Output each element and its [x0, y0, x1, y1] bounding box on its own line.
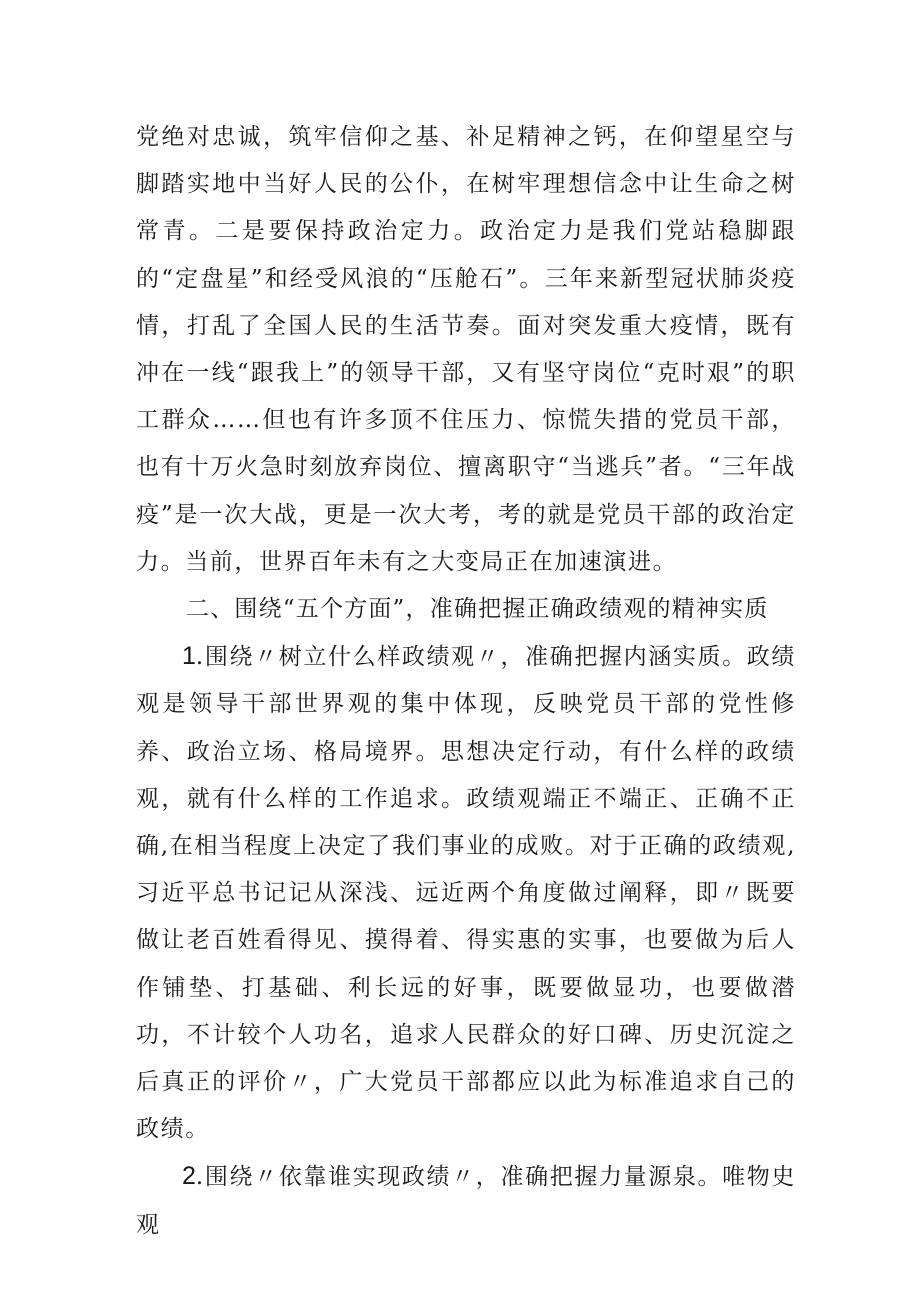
section-heading: 二、围绕“五个方面”，准确把握正确政绩观的精神实质 [186, 596, 769, 623]
paragraph-item-1 [136, 633, 796, 1153]
paragraph-item-2 [136, 1153, 796, 1248]
paragraph-continuation: 党绝对忠诚，筑牢信仰之基、补足精神之钙，在仰望星空与脚踏实地中当好人民的公仆，在树牢理想信念中让生命之树常青。二是要保持政治定力。政治定力是我们党站稳脚跟的“定盘星”和经受风浪的“压舱石”。三年来新型冠状肺炎疫情，打乱了全国人民的生活节奏。面对突发重大疫情，既有冲在一线“跟我上”的领导干部，又有坚守岗位“克时艰”的职工群众……但也有许多顶不住压力、惊慌失措的党员干部，也有十万火急时刻放弃岗位、擅离职守“当逃兵”者。“三年战疫”是一次大战，更是一次大考，考的就是党员干部的政治定力。当前，世界百年未有之大变局正在加速演进。 [136, 124, 796, 575]
paragraph-item-1-text: .围绕〃树立什么样政绩观〃，准确把握内涵实质。政绩观是领导干部世界观的集中体现，反映党员干部的党性修养、政治立场、格局境界。思想决定行动，有什么样的政绩观，就有什么样的工作追求。政绩观端正不端正、正确不正确,在相当程度上决定了我们事业的成败。对于正确的政绩观,习近平总书记记从深浅、远近两个角度做过阐释，即〃既要做让老百姓看得见、摸得着、得实惠的实事，也要做为后人作铺垫、打基础、利长远的好事，既要做显功，也要做潜功，不计较个人功名，追求人民群众的好口碑、历史沉淀之后真正的评价〃，广大党员干部都应以此为标准追求自己的政绩。 [136, 644, 796, 1143]
item-number: 1 [182, 642, 196, 671]
paragraph-item-2-text: .围绕〃依靠谁实现政绩〃，准确把握力量源泉。唯物史观 [136, 1164, 796, 1238]
document-body [136, 114, 796, 1249]
item-number: 2 [182, 1162, 196, 1191]
